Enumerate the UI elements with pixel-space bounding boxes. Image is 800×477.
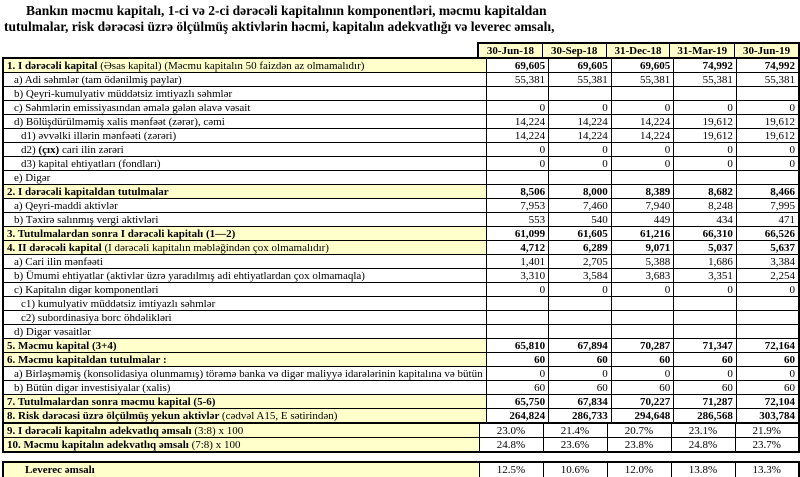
value-cell: 7,940 <box>611 199 674 213</box>
capital-components-table <box>2 57 800 424</box>
value-cell <box>674 297 737 311</box>
value-cell: 55,381 <box>486 73 549 87</box>
value-cell: 7,460 <box>549 199 612 213</box>
value-cell: 0 <box>674 283 737 297</box>
row-label-note: (I dərəcəli kapitalın məbləğindən çox olmamalıdır) <box>101 241 329 254</box>
row-label-note: d) Digər vəsaitlər <box>14 325 91 338</box>
value-cell: 72,164 <box>736 339 799 353</box>
value-cell <box>611 87 674 101</box>
row-label <box>3 213 486 227</box>
row-label <box>3 438 479 453</box>
value-cell <box>736 297 799 311</box>
value-cell: 0 <box>486 101 549 115</box>
value-cell <box>611 171 674 185</box>
row-label <box>3 381 486 395</box>
table-row <box>3 283 799 297</box>
value-cell: 14,224 <box>486 129 549 143</box>
value-cell: 10.6% <box>543 462 607 477</box>
table-row <box>3 255 799 269</box>
row-label <box>3 353 486 367</box>
row-label-note: b) Qeyri-kumulyativ müddətsiz imtiyazlı səhmlər <box>14 87 233 100</box>
value-cell: 540 <box>549 213 612 227</box>
value-cell: 0 <box>611 367 674 381</box>
value-cell: 23.1% <box>671 423 735 438</box>
adequacy-ratio-table <box>2 422 800 453</box>
value-cell <box>486 325 549 339</box>
value-cell: 74,992 <box>736 58 799 73</box>
value-cell: 8,682 <box>674 185 737 199</box>
value-cell: 8,000 <box>549 185 612 199</box>
value-cell: 0 <box>486 283 549 297</box>
row-label <box>3 129 486 143</box>
row-label <box>3 241 486 255</box>
value-cell <box>736 171 799 185</box>
value-cell: 55,381 <box>611 73 674 87</box>
table-row <box>3 157 799 171</box>
row-label-main: 10. Məcmu kapitalın adekvatlıq əmsalı <box>7 438 189 451</box>
row-label <box>3 409 486 424</box>
row-label <box>3 171 486 185</box>
value-cell: 61,099 <box>486 227 549 241</box>
value-cell <box>549 325 612 339</box>
column-header: 30-Jun-19 <box>735 43 799 58</box>
value-cell: 12.5% <box>479 462 543 477</box>
row-label-main: 4. II dərəcəli kapital <box>7 241 102 254</box>
table-row <box>3 395 799 409</box>
row-label <box>3 157 486 171</box>
value-cell: 23.7% <box>735 438 799 453</box>
value-cell: 60 <box>674 353 737 367</box>
value-cell: 55,381 <box>674 73 737 87</box>
row-label-main: 9. I dərəcəli kapitalın adekvatlıq əmsalı <box>7 424 192 437</box>
value-cell: 471 <box>736 213 799 227</box>
value-cell: 3,384 <box>736 255 799 269</box>
value-cell: 0 <box>736 101 799 115</box>
value-cell <box>674 171 737 185</box>
value-cell: 14,224 <box>611 129 674 143</box>
leverage-ratio-table <box>2 461 800 477</box>
table-row <box>3 73 799 87</box>
value-cell: 434 <box>674 213 737 227</box>
row-label-main: (çıx) <box>38 143 60 156</box>
value-cell: 0 <box>611 157 674 171</box>
value-cell: 19,612 <box>736 115 799 129</box>
value-cell: 14,224 <box>549 129 612 143</box>
table-row <box>3 462 799 477</box>
row-label <box>3 199 486 213</box>
value-cell: 264,824 <box>486 409 549 424</box>
value-cell: 0 <box>486 143 549 157</box>
value-cell: 0 <box>611 101 674 115</box>
value-cell <box>611 325 674 339</box>
value-cell <box>611 311 674 325</box>
row-label-note: cari ilin zərəri <box>59 143 124 156</box>
value-cell: 19,612 <box>674 129 737 143</box>
table-row <box>3 143 799 157</box>
row-label-note: d2) <box>21 143 39 156</box>
row-label <box>3 185 486 199</box>
row-label <box>3 101 486 115</box>
row-label <box>3 73 486 87</box>
report-title-line1: Bankın məcmu kapitalı, 1-ci və 2-ci dərəcəli kapitalının komponentləri, məcmu kapitaldan <box>26 3 547 18</box>
report-title <box>4 3 589 35</box>
value-cell: 553 <box>486 213 549 227</box>
value-cell <box>549 297 612 311</box>
value-cell: 23.6% <box>543 438 607 453</box>
value-cell: 55,381 <box>549 73 612 87</box>
value-cell: 24.8% <box>479 438 543 453</box>
table-row <box>3 199 799 213</box>
value-cell: 0 <box>549 101 612 115</box>
value-cell: 5,037 <box>674 241 737 255</box>
table-row <box>3 381 799 395</box>
value-cell: 0 <box>611 143 674 157</box>
value-cell: 71,287 <box>674 395 737 409</box>
value-cell: 286,733 <box>549 409 612 424</box>
value-cell <box>549 87 612 101</box>
value-cell: 0 <box>549 367 612 381</box>
value-cell: 66,310 <box>674 227 737 241</box>
row-label <box>3 339 486 353</box>
value-cell: 7,995 <box>736 199 799 213</box>
row-label-main: 3. Tutulmalardan sonra I dərəcəli kapitalı (1—2) <box>7 227 236 240</box>
table-row <box>3 171 799 185</box>
value-cell: 69,605 <box>611 58 674 73</box>
value-cell: 8,466 <box>736 185 799 199</box>
row-label-main: 8. Risk dərəcəsi üzrə ölçülmüş yekun aktivlər <box>7 409 222 422</box>
value-cell: 0 <box>674 157 737 171</box>
value-cell: 67,834 <box>549 395 612 409</box>
row-label-note: a) Birləşməmiş (konsolidasiya olunmamış) törəmə banka və digər maliyyə idarələrinin kapitalına və bütün <box>14 367 483 380</box>
value-cell: 0 <box>674 143 737 157</box>
value-cell: 60 <box>486 353 549 367</box>
value-cell <box>611 297 674 311</box>
table-row <box>3 353 799 367</box>
value-cell: 2,705 <box>549 255 612 269</box>
row-label-note: a) Adi səhmlər (tam ödənilmiş paylar) <box>14 73 182 86</box>
value-cell: 55,381 <box>736 73 799 87</box>
value-cell: 70,287 <box>611 339 674 353</box>
value-cell <box>549 311 612 325</box>
value-cell: 0 <box>674 367 737 381</box>
value-cell: 5,637 <box>736 241 799 255</box>
value-cell: 24.8% <box>671 438 735 453</box>
value-cell: 0 <box>736 143 799 157</box>
row-label <box>3 423 479 438</box>
row-label-main: 2. I dərəcəli kapitaldan tutulmalar <box>7 185 169 198</box>
table-row <box>3 129 799 143</box>
row-label-note: b) Bütün digər investisiyalar (xalis) <box>14 381 171 394</box>
value-cell: 0 <box>736 367 799 381</box>
column-header: 30-Jun-18 <box>478 43 542 58</box>
value-cell: 21.4% <box>543 423 607 438</box>
value-cell <box>674 87 737 101</box>
table-row <box>3 115 799 129</box>
row-label <box>3 255 486 269</box>
row-label <box>3 297 486 311</box>
header-row <box>478 43 799 58</box>
value-cell: 74,992 <box>674 58 737 73</box>
row-label-note: c2) subordinasiya borc öhdəlikləri <box>21 311 172 324</box>
column-header: 31-Mar-19 <box>670 43 735 58</box>
value-cell <box>486 171 549 185</box>
value-cell <box>486 297 549 311</box>
value-cell: 61,216 <box>611 227 674 241</box>
value-cell <box>486 311 549 325</box>
row-label-note: d) Bölüşdürülməmiş xalis mənfəət (zərər), cəmi <box>14 115 225 128</box>
value-cell: 9,071 <box>611 241 674 255</box>
value-cell: 60 <box>736 381 799 395</box>
value-cell: 60 <box>736 353 799 367</box>
row-label-note: b) Ümumi ehtiyatlar (aktivlər üzrə yaradılmış adi ehtiyatlardan çox olmamaqla) <box>14 269 365 282</box>
value-cell: 8,248 <box>674 199 737 213</box>
value-cell: 67,894 <box>549 339 612 353</box>
row-label-main: 6. Məcmu kapitaldan tutulmalar : <box>7 353 167 366</box>
table-row <box>3 311 799 325</box>
row-label-note: a) Cari ilin mənfəəti <box>14 255 103 268</box>
value-cell: 13.3% <box>735 462 799 477</box>
value-cell: 0 <box>674 101 737 115</box>
value-cell: 4,712 <box>486 241 549 255</box>
value-cell: 66,526 <box>736 227 799 241</box>
value-cell: 69,605 <box>486 58 549 73</box>
row-label-main: 1. I dərəcəli kapital <box>7 59 98 72</box>
value-cell <box>736 325 799 339</box>
row-label-note: d3) kapital ehtiyatları (fondları) <box>21 157 161 170</box>
value-cell: 14,224 <box>611 115 674 129</box>
value-cell: 23.0% <box>479 423 543 438</box>
value-cell <box>549 171 612 185</box>
value-cell: 449 <box>611 213 674 227</box>
table-row <box>3 339 799 353</box>
value-cell: 13.8% <box>671 462 735 477</box>
value-cell: 60 <box>611 381 674 395</box>
value-cell: 3,683 <box>611 269 674 283</box>
row-label <box>3 227 486 241</box>
row-label <box>3 395 486 409</box>
row-label-note: c) Kapitalın digər komponentləri <box>14 283 159 296</box>
value-cell: 303,784 <box>736 409 799 424</box>
value-cell: 7,953 <box>486 199 549 213</box>
value-cell: 286,568 <box>674 409 737 424</box>
value-cell: 0 <box>486 157 549 171</box>
value-cell: 20.7% <box>607 423 671 438</box>
value-cell: 0 <box>549 157 612 171</box>
row-label <box>3 311 486 325</box>
row-label <box>3 325 486 339</box>
value-cell: 5,388 <box>611 255 674 269</box>
row-label <box>3 367 486 381</box>
table-row <box>3 87 799 101</box>
value-cell: 14,224 <box>486 115 549 129</box>
value-cell: 60 <box>549 381 612 395</box>
row-label-note: (Əsas kapital) <box>97 59 162 72</box>
table-row <box>3 101 799 115</box>
value-cell: 65,750 <box>486 395 549 409</box>
value-cell: 69,605 <box>549 58 612 73</box>
table-row <box>3 58 799 73</box>
value-cell: 60 <box>549 353 612 367</box>
row-label-note: e) Digər <box>14 171 51 184</box>
value-cell: 2,254 <box>736 269 799 283</box>
table-row <box>3 325 799 339</box>
value-cell: 8,506 <box>486 185 549 199</box>
column-header: 31-Dec-18 <box>606 43 670 58</box>
row-label <box>3 283 486 297</box>
value-cell <box>674 311 737 325</box>
value-cell: 60 <box>611 353 674 367</box>
value-cell: 14,224 <box>549 115 612 129</box>
row-label-note: (cədvəl A15, E sətirindən) <box>221 409 338 422</box>
table-row <box>3 269 799 283</box>
value-cell: 6,289 <box>549 241 612 255</box>
row-label <box>3 269 486 283</box>
column-header: 30-Sep-18 <box>542 43 606 58</box>
row-label-note: b) Təxirə salınmış vergi aktivləri <box>14 213 159 226</box>
table-row <box>3 241 799 255</box>
value-cell: 60 <box>674 381 737 395</box>
table-row <box>3 297 799 311</box>
table-row <box>3 438 799 453</box>
table-row <box>3 367 799 381</box>
value-cell: 60 <box>486 381 549 395</box>
value-cell: 294,648 <box>611 409 674 424</box>
value-cell: 8,389 <box>611 185 674 199</box>
table-row <box>3 227 799 241</box>
value-cell <box>736 311 799 325</box>
table-row <box>3 423 799 438</box>
value-cell: 3,584 <box>549 269 612 283</box>
value-cell: 65,810 <box>486 339 549 353</box>
row-label <box>3 143 486 157</box>
value-cell: 72,104 <box>736 395 799 409</box>
row-label-note: (7:8) x 100 <box>188 438 241 451</box>
row-label <box>3 58 486 73</box>
value-cell: 0 <box>486 367 549 381</box>
table-row <box>3 409 799 424</box>
value-cell: 0 <box>611 283 674 297</box>
row-label <box>3 87 486 101</box>
value-cell: 21.9% <box>735 423 799 438</box>
value-cell <box>736 87 799 101</box>
value-cell: 19,612 <box>674 115 737 129</box>
value-cell: 1,401 <box>486 255 549 269</box>
value-cell: 3,351 <box>674 269 737 283</box>
row-label-note: c) Səhmlərin emissiyasından əmələ gələn əlavə vəsait <box>14 101 251 114</box>
row-label <box>3 462 479 477</box>
value-cell: 71,347 <box>674 339 737 353</box>
row-label-note: a) Qeyri-maddi aktivlər <box>14 199 118 212</box>
value-cell: 61,605 <box>549 227 612 241</box>
value-cell: 23.8% <box>607 438 671 453</box>
table-row <box>3 185 799 199</box>
row-label <box>3 115 486 129</box>
value-cell: 70,227 <box>611 395 674 409</box>
row-label-note: c1) kumulyativ müddətsiz imtiyazlı səhmlər <box>21 297 216 310</box>
value-cell: 0 <box>736 283 799 297</box>
value-cell: 0 <box>549 283 612 297</box>
row-label-main: 7. Tutulmalardan sonra məcmu kapital (5-6) <box>7 395 216 408</box>
row-label-main: 5. Məcmu kapital (3+4) <box>7 339 117 352</box>
table-row <box>3 213 799 227</box>
value-cell: 1,686 <box>674 255 737 269</box>
value-cell: 0 <box>549 143 612 157</box>
value-cell: 3,310 <box>486 269 549 283</box>
value-cell: 12.0% <box>607 462 671 477</box>
value-cell: 19,612 <box>736 129 799 143</box>
row-label-main: Leverec əmsalı <box>25 464 95 476</box>
row-label-note: (3:8) x 100 <box>191 424 244 437</box>
row-label-note: d1) əvvəlki illərin mənfəəti (zərəri) <box>21 129 177 142</box>
value-cell: 0 <box>736 157 799 171</box>
row-label-note: (Məcmu kapitalın 50 faizdən az olmamalıdır) <box>161 59 365 72</box>
value-cell <box>674 325 737 339</box>
report-title-line2: tutulmalar, risk dərəcəsi üzrə ölçülmüş aktivlərin həcmi, kapitalın adekvatlığı və leverec əmsalı, <box>4 19 555 34</box>
value-cell <box>486 87 549 101</box>
